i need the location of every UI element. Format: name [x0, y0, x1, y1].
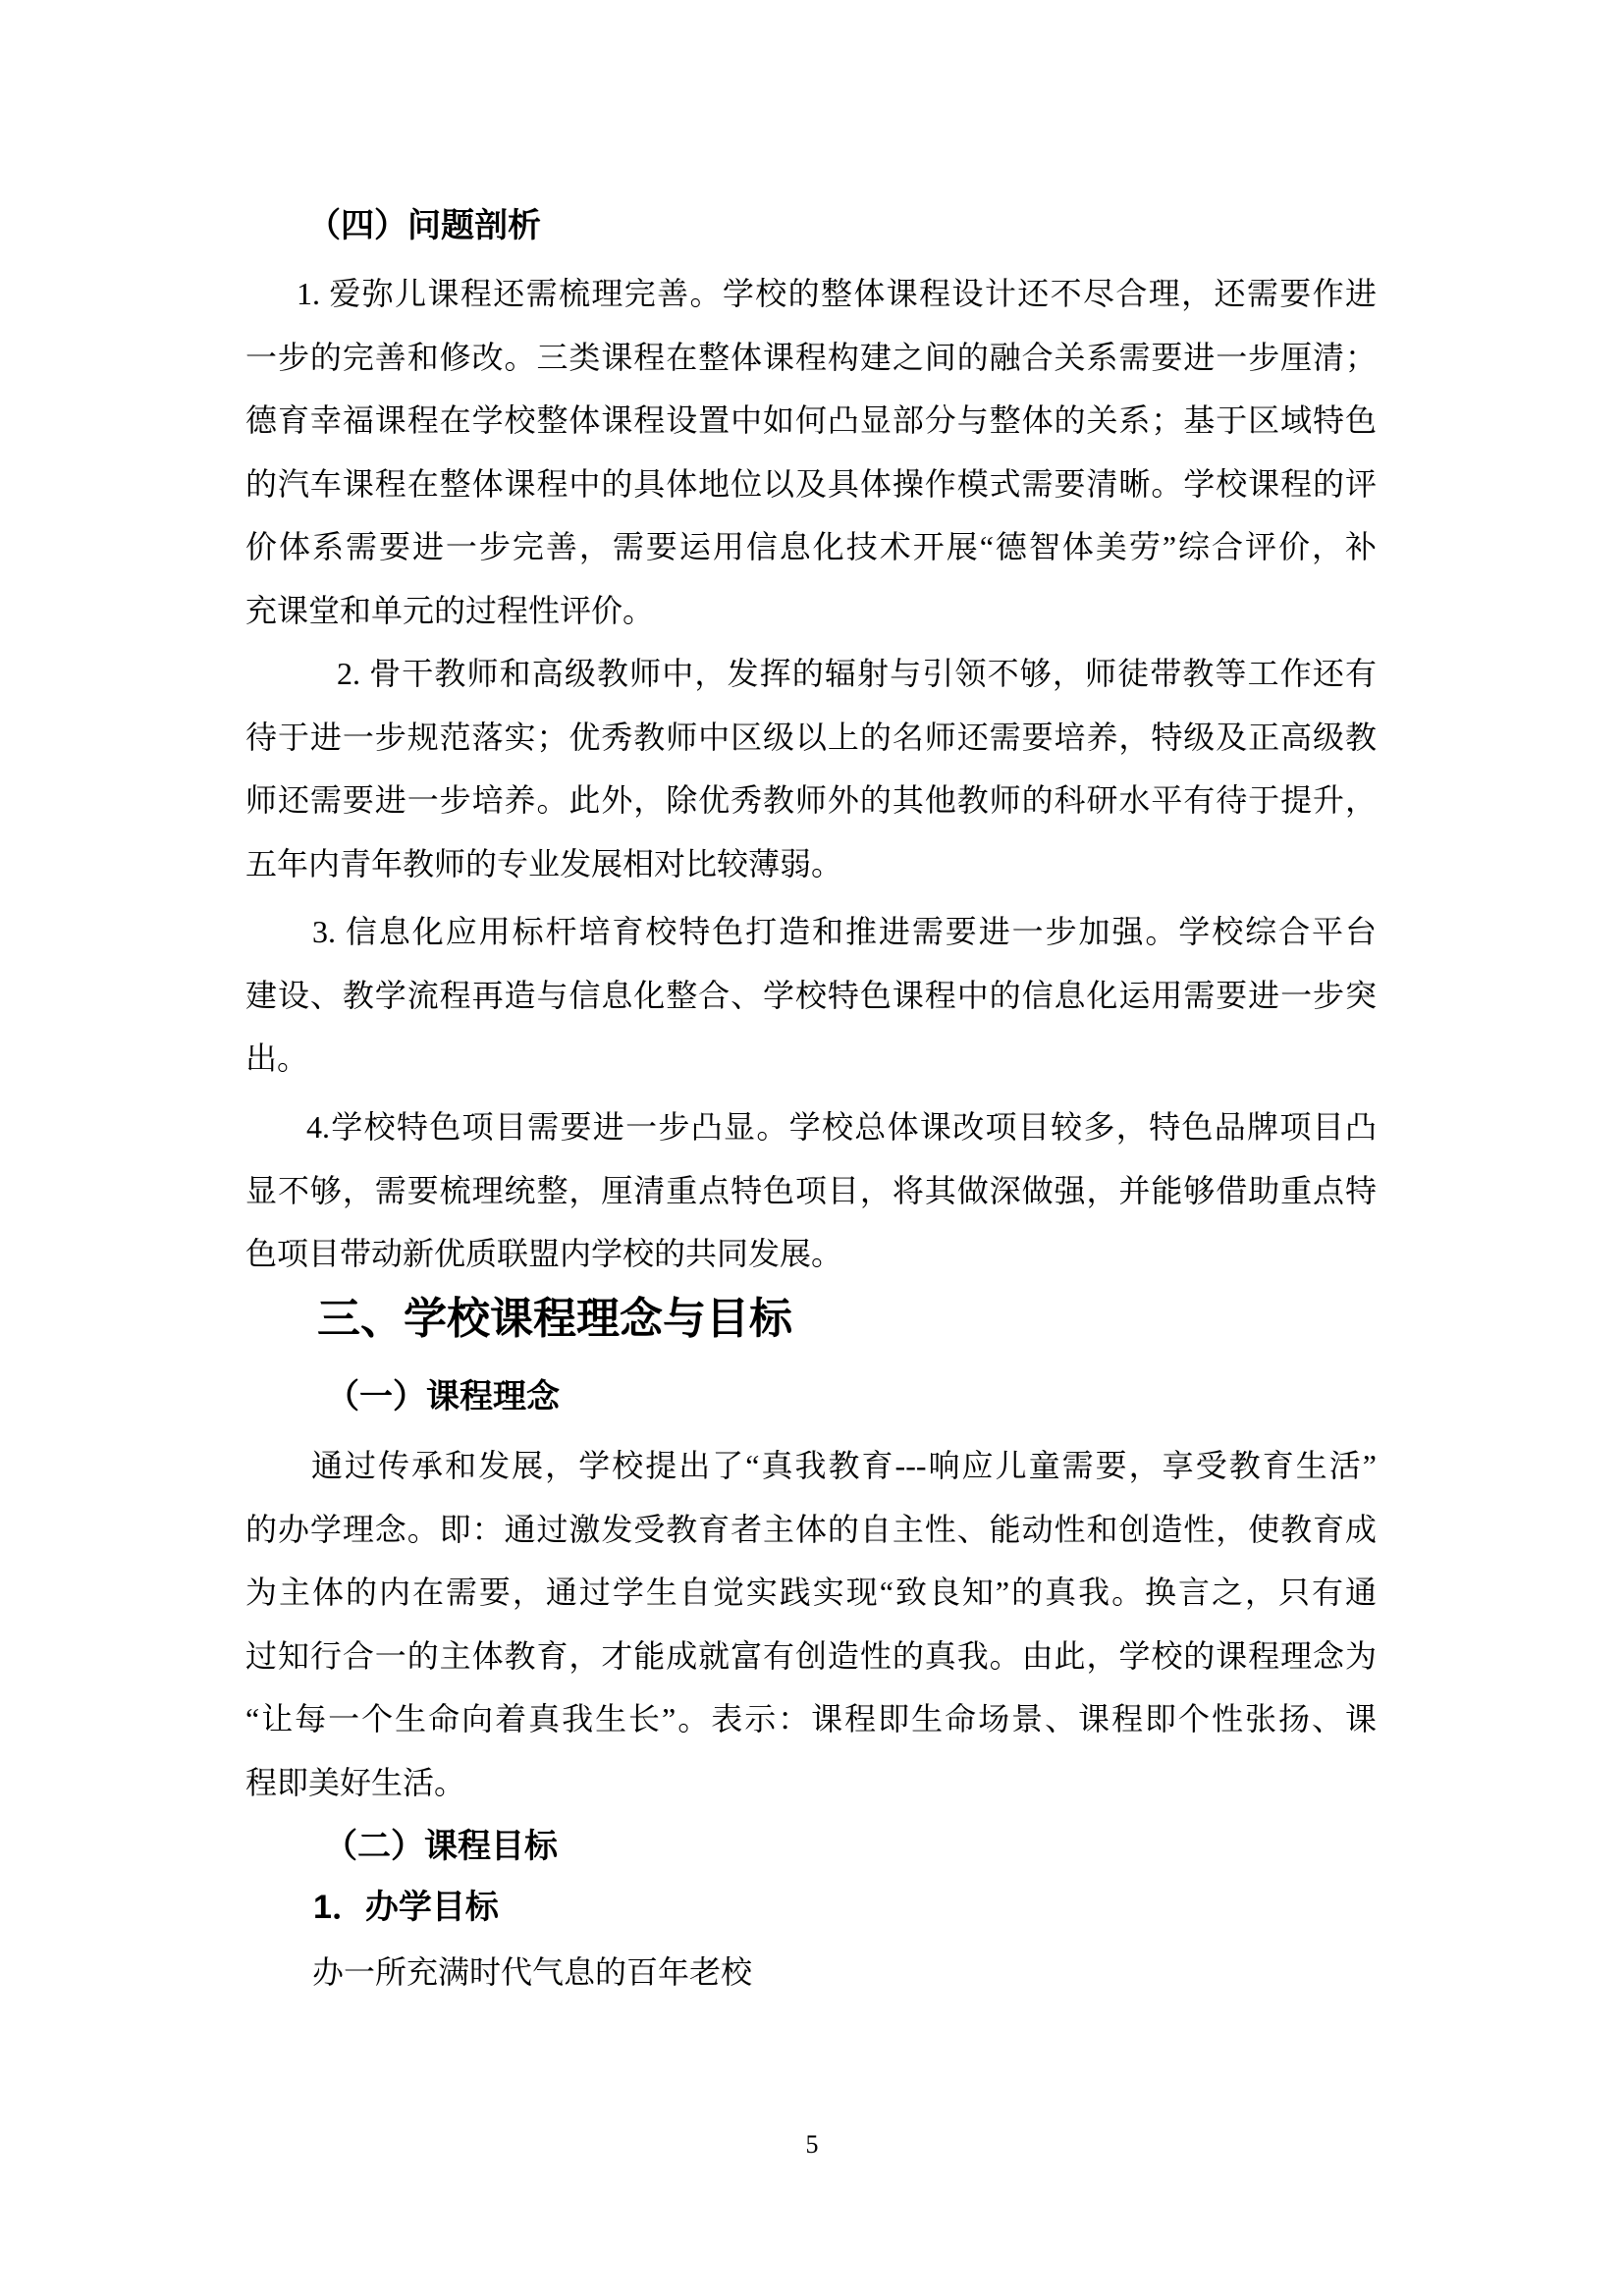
paragraph-line: 的汽车课程在整体课程中的具体地位以及具体操作模式需要清晰。学校课程的评 [245, 465, 1377, 502]
paragraph-curriculum-concept [245, 1434, 1377, 1814]
heading-curriculum-concept-goals: 三、学校课程理念与目标 [317, 1295, 792, 1343]
paragraph-school-features [245, 1095, 1377, 1286]
paragraph-line: 过知行合一的主体教育，才能成就富有创造性的真我。由此，学校的课程理念为 [245, 1637, 1377, 1674]
heading-curriculum-concept: （一）课程理念 [326, 1378, 560, 1415]
paragraph-informatization [245, 900, 1377, 1091]
paragraph-line: 显不够，需要梳理统整，厘清重点特色项目，将其做深做强，并能够借助重点特 [245, 1172, 1377, 1208]
paragraph-line: 程即美好生活。 [245, 1764, 466, 1800]
paragraph-line: 1. 爱弥儿课程还需梳理完善。学校的整体课程设计还不尽合理，还需要作进 [297, 276, 1377, 311]
paragraph-line: 3. 信息化应用标杆培育校特色打造和推进需要进一步加强。学校综合平台 [312, 914, 1377, 949]
heading-curriculum-goals: （二）课程目标 [324, 1828, 558, 1865]
paragraph-line: 价体系需要进一步完善，需要运用信息化技术开展“德智体美劳”综合评价，补 [245, 529, 1377, 564]
paragraph-line: 2. 骨干教师和高级教师中，发挥的辐射与引领不够，师徒带教等工作还有 [337, 656, 1377, 691]
paragraph-line: “让每一个生命向着真我生长”。表示：课程即生命场景、课程即个性张扬、课 [245, 1701, 1377, 1736]
paragraph-backbone-teachers [245, 642, 1377, 895]
paragraph-line: 为主体的内在需要，通过学生自觉实践实现“致良知”的真我。换言之，只有通 [245, 1575, 1377, 1610]
paragraph-line: 4.学校特色项目需要进一步凸显。学校总体课改项目较多，特色品牌项目凸 [306, 1109, 1377, 1145]
heading-problem-analysis: （四）问题剖析 [307, 207, 541, 244]
paragraph-line: 五年内青年教师的专业发展相对比较薄弱。 [245, 845, 843, 881]
heading-school-running-goal: 1．办学目标 [313, 1889, 499, 1926]
paragraph-line: 充课堂和单元的过程性评价。 [245, 592, 655, 628]
paragraph-line: 待于进一步规范落实；优秀教师中区级以上的名师还需要培养，特级及正高级教 [245, 719, 1377, 755]
paragraph-line: 办一所充满时代气息的百年老校 [312, 1954, 753, 1990]
paragraph-line: 出。 [245, 1041, 309, 1076]
paragraph-line: 通过传承和发展，学校提出了“真我教育---响应儿童需要，享受教育生活” [311, 1448, 1377, 1483]
paragraph-line: 德育幸福课程在学校整体课程设置中如何凸显部分与整体的关系；基于区域特色 [245, 402, 1377, 438]
page-number: 5 [805, 2130, 819, 2159]
paragraph-line: 建设、教学流程再造与信息化整合、学校特色课程中的信息化运用需要进一步突 [245, 977, 1377, 1013]
paragraph-school-running-goal [245, 1941, 1377, 2004]
paragraph-line: 的办学理念。即：通过激发受教育者主体的自主性、能动性和创造性，使教育成 [245, 1511, 1377, 1547]
paragraph-line: 师还需要进一步培养。此外，除优秀教师外的其他教师的科研水平有待于提升， [245, 782, 1377, 818]
paragraph-aimier-curriculum [245, 262, 1377, 642]
paragraph-line: 色项目带动新优质联盟内学校的共同发展。 [245, 1236, 843, 1271]
paragraph-line: 一步的完善和修改。三类课程在整体课程构建之间的融合关系需要进一步厘清； [245, 339, 1377, 375]
